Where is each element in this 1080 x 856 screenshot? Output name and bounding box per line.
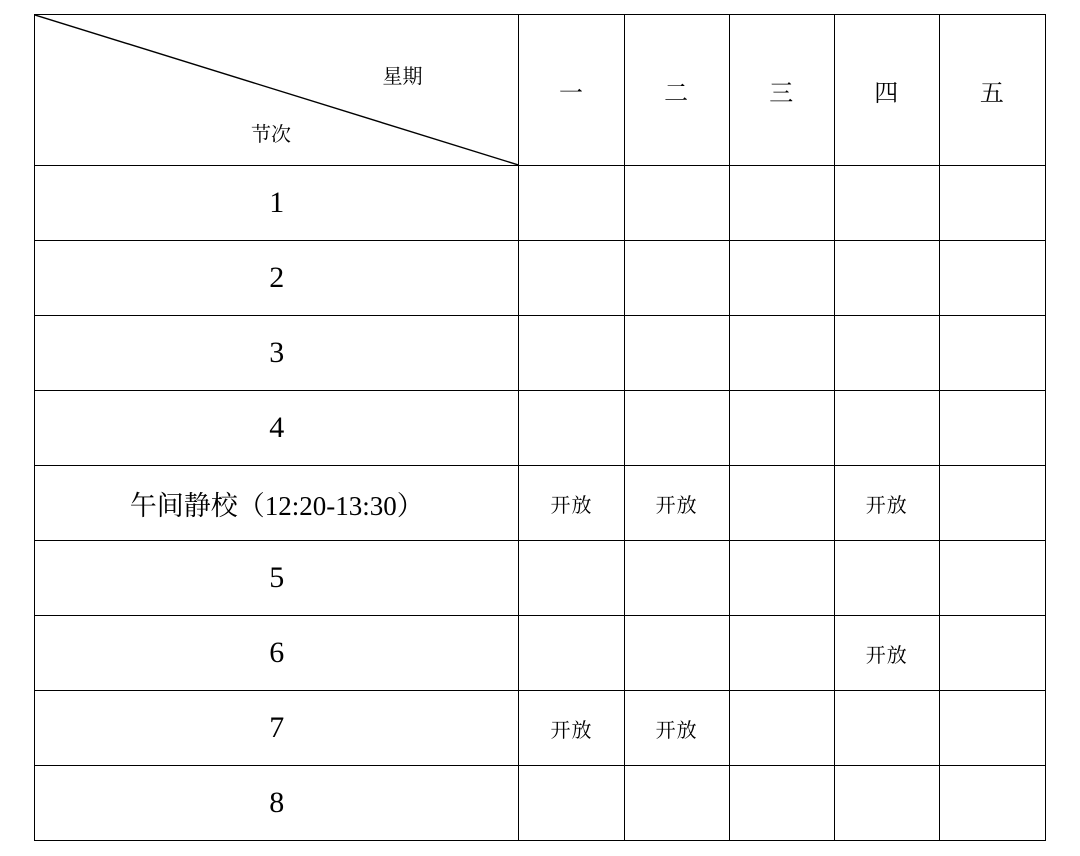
cell-r7-d3 [729,691,834,766]
cell-r4-d1 [519,391,624,466]
cell-r3-d5 [939,316,1045,391]
cell-noon-d2: 开放 [624,466,729,541]
row-label-noon-rest: 午间静校（12:20-13:30） [35,466,519,541]
cell-r1-d1 [519,166,624,241]
cell-r7-d2: 开放 [624,691,729,766]
table-row [35,766,1046,841]
cell-r4-d4 [834,391,939,466]
row-label-5: 5 [35,541,519,616]
cell-r3-d3 [729,316,834,391]
cell-noon-d5 [939,466,1045,541]
cell-r6-d2 [624,616,729,691]
row-label-3: 3 [35,316,519,391]
cell-r6-d3 [729,616,834,691]
cell-r5-d3 [729,541,834,616]
cell-r1-d4 [834,166,939,241]
column-header-week: 星期 [382,66,423,88]
table-row [35,541,1046,616]
cell-r5-d2 [624,541,729,616]
table-row [35,691,1046,766]
day-header-3: 三 [729,15,834,166]
table-row [35,466,1046,541]
cell-r4-d2 [624,391,729,466]
cell-r3-d4 [834,316,939,391]
day-header-5: 五 [939,15,1045,166]
cell-noon-d4: 开放 [834,466,939,541]
cell-r2-d4 [834,241,939,316]
table-row [35,316,1046,391]
cell-r3-d2 [624,316,729,391]
table-row [35,241,1046,316]
cell-r7-d1: 开放 [519,691,624,766]
corner-header-cell [35,15,519,166]
weekly-schedule-table [34,14,1046,841]
row-label-7: 7 [35,691,519,766]
cell-r8-d3 [729,766,834,841]
table-header-row [35,15,1046,166]
cell-r5-d4 [834,541,939,616]
table-row [35,391,1046,466]
cell-r6-d1 [519,616,624,691]
cell-r5-d1 [519,541,624,616]
cell-r1-d3 [729,166,834,241]
cell-r5-d5 [939,541,1045,616]
cell-r2-d5 [939,241,1045,316]
cell-r7-d4 [834,691,939,766]
cell-r8-d4 [834,766,939,841]
cell-r6-d4: 开放 [834,616,939,691]
cell-r2-d1 [519,241,624,316]
cell-r6-d5 [939,616,1045,691]
cell-r1-d5 [939,166,1045,241]
cell-r1-d2 [624,166,729,241]
cell-r8-d1 [519,766,624,841]
cell-r3-d1 [519,316,624,391]
table-row [35,166,1046,241]
row-label-2: 2 [35,241,519,316]
cell-r4-d3 [729,391,834,466]
cell-r8-d2 [624,766,729,841]
day-header-2: 二 [624,15,729,166]
day-header-1: 一 [519,15,624,166]
cell-r8-d5 [939,766,1045,841]
row-label-8: 8 [35,766,519,841]
cell-r4-d5 [939,391,1045,466]
cell-noon-d3 [729,466,834,541]
row-label-4: 4 [35,391,519,466]
cell-r7-d5 [939,691,1045,766]
row-label-1: 1 [35,166,519,241]
day-header-4: 四 [834,15,939,166]
cell-r2-d3 [729,241,834,316]
cell-r2-d2 [624,241,729,316]
row-label-6: 6 [35,616,519,691]
cell-noon-d1: 开放 [519,466,624,541]
row-header-period: 节次 [251,124,291,146]
table-row [35,616,1046,691]
